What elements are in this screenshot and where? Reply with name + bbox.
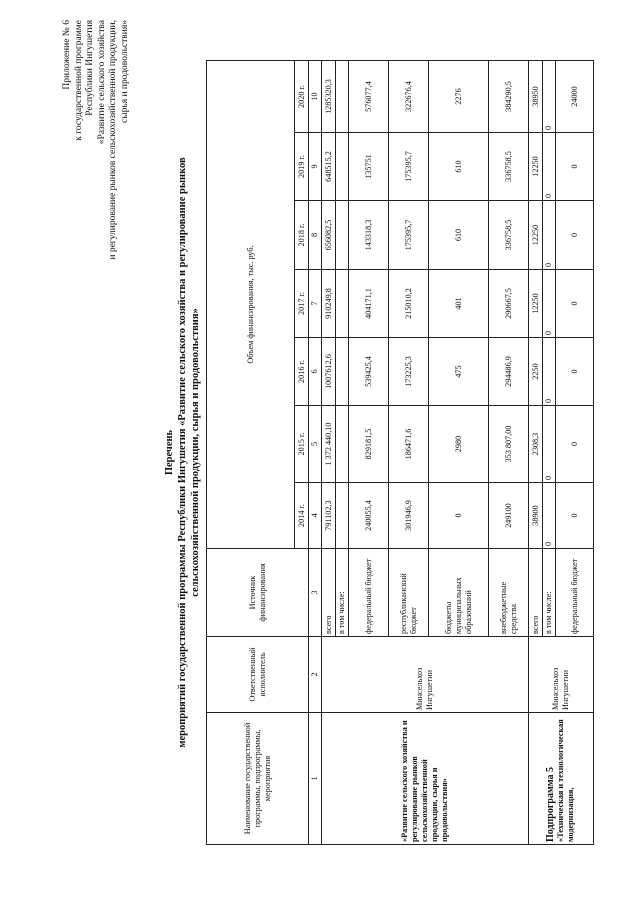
source-cell: республиканский бюджет: [389, 549, 429, 637]
appendix-line: сырья и продовольствия»: [119, 20, 130, 123]
value-cell: 0: [543, 338, 556, 406]
value-cell: 475: [429, 338, 489, 406]
value-cell: 336758,5: [489, 201, 529, 270]
source-cell: в том числе:: [543, 549, 556, 637]
document-subtitle-line: сельскохозяйственной продукции, сырья и продовольствия»: [190, 308, 201, 597]
subprogram-name: [529, 713, 594, 845]
value-cell: 539425,4: [349, 338, 389, 406]
value-cell: 215010,2: [389, 270, 429, 338]
value-cell: 0: [543, 201, 556, 270]
document-title: Перечень: [164, 429, 175, 476]
value-cell: 336758,5: [489, 133, 529, 201]
value-cell: 24000: [556, 61, 594, 133]
header-source: Источник финансирования: [207, 549, 309, 637]
value-cell: 353 807,00: [489, 406, 529, 483]
value-cell: 1 372 440,10: [322, 406, 336, 483]
value-cell: 294486,9: [489, 338, 529, 406]
column-number: 8: [309, 201, 322, 270]
subprogram-executor: Минсельхоз Ингушетии: [529, 637, 594, 713]
value-cell: [336, 406, 349, 483]
value-cell: 0: [543, 133, 556, 201]
subprogram-description: «Техническая и технологическая модернизация,: [556, 719, 575, 842]
value-cell: 791102,3: [322, 483, 336, 549]
value-cell: 0: [543, 406, 556, 483]
value-cell: 1285320,3: [322, 61, 336, 133]
appendix-line: Приложение № 6: [62, 20, 72, 90]
value-cell: 0: [429, 483, 489, 549]
source-cell: федеральный бюджет: [556, 549, 594, 637]
value-cell: 38950: [529, 61, 543, 133]
column-number: 3: [309, 549, 322, 637]
value-cell: 2308,3: [529, 406, 543, 483]
value-cell: 2980: [429, 406, 489, 483]
value-cell: 0: [556, 133, 594, 201]
column-number: 10: [309, 61, 322, 133]
value-cell: 0: [556, 483, 594, 549]
value-cell: 12250: [529, 201, 543, 270]
value-cell: [336, 61, 349, 133]
value-cell: 175395,7: [389, 201, 429, 270]
value-cell: 384290,5: [489, 61, 529, 133]
value-cell: 404171,1: [349, 270, 389, 338]
column-number: 6: [309, 338, 322, 406]
appendix-line: «Развитие сельского хозяйства: [96, 20, 107, 145]
source-cell: бюджеты муниципальных образований: [429, 549, 489, 637]
column-number: 7: [309, 270, 322, 338]
value-cell: 12250: [529, 270, 543, 338]
value-cell: 829181,5: [349, 406, 389, 483]
value-cell: 240055,4: [349, 483, 389, 549]
table-row: [322, 61, 336, 845]
value-cell: 301946,9: [389, 483, 429, 549]
column-number: 5: [309, 406, 322, 483]
header-year: 2017 г.: [295, 270, 309, 338]
value-cell: [336, 133, 349, 201]
header-year: 2014 г.: [295, 483, 309, 549]
document-heading: [163, 0, 202, 905]
value-cell: 322676,4: [389, 61, 429, 133]
header-name: Наименование государственной программы, подпрограммы, мероприятия: [207, 713, 309, 845]
appendix-line: к государственной программе: [73, 20, 84, 141]
source-cell: в том числе:: [336, 549, 349, 637]
value-cell: 656082,5: [322, 201, 336, 270]
value-cell: 143318,3: [349, 201, 389, 270]
value-cell: 0: [556, 270, 594, 338]
header-year: 2015 г.: [295, 406, 309, 483]
value-cell: 0: [556, 406, 594, 483]
header-year: 2016 г.: [295, 338, 309, 406]
column-number: 4: [309, 483, 322, 549]
header-executor: Ответственный исполнитель: [207, 637, 309, 713]
value-cell: 0: [543, 270, 556, 338]
source-cell: всего: [322, 549, 336, 637]
value-cell: 0: [543, 61, 556, 133]
value-cell: 910249,8: [322, 270, 336, 338]
header-year: 2018 г.: [295, 201, 309, 270]
value-cell: [336, 270, 349, 338]
value-cell: 610: [429, 133, 489, 201]
value-cell: 1007612,6: [322, 338, 336, 406]
source-cell: федеральный бюджет: [349, 549, 389, 637]
value-cell: 401: [429, 270, 489, 338]
program-name: «Развитие сельского хозяйства и регулирование рынков сельскохозяйственной продукции, сырья и продовольствия»: [322, 713, 529, 845]
value-cell: 648515,2: [322, 133, 336, 201]
header-year: 2019 г.: [295, 133, 309, 201]
column-number: 9: [309, 133, 322, 201]
financing-table: [206, 60, 594, 845]
column-number: 2: [309, 637, 322, 713]
value-cell: 576077,4: [349, 61, 389, 133]
value-cell: [336, 483, 349, 549]
value-cell: 2250: [529, 338, 543, 406]
source-cell: внебюджетные средства: [489, 549, 529, 637]
subprogram-title: Подпрограмма 5: [545, 766, 556, 842]
value-cell: 135751: [349, 133, 389, 201]
value-cell: 186471,6: [389, 406, 429, 483]
value-cell: 173225,3: [389, 338, 429, 406]
document-subtitle-line: мероприятий государственной программы Республики Ингушетия «Развитие сельского хозяйства и регулирование рынков: [177, 157, 188, 748]
column-number: 1: [309, 713, 322, 845]
value-cell: 249100: [489, 483, 529, 549]
program-executor: Минсельхоз Ингушетии: [322, 637, 529, 713]
value-cell: [336, 338, 349, 406]
appendix-line: и регулирование рынков сельскохозяйственной продукции,: [108, 20, 118, 260]
appendix-block: [62, 20, 131, 440]
appendix-line: Республики Ингушетия: [85, 20, 95, 116]
header-year: 2020 г.: [295, 61, 309, 133]
value-cell: 290667,5: [489, 270, 529, 338]
header-volume: Объем финансирования, тыс. руб.: [207, 61, 295, 549]
value-cell: [336, 201, 349, 270]
value-cell: 0: [556, 201, 594, 270]
value-cell: 175395,7: [389, 133, 429, 201]
value-cell: 38900: [529, 483, 543, 549]
table-row: [529, 61, 543, 845]
value-cell: 610: [429, 201, 489, 270]
value-cell: 12250: [529, 133, 543, 201]
value-cell: 0: [543, 483, 556, 549]
source-cell: всего: [529, 549, 543, 637]
value-cell: 0: [556, 338, 594, 406]
value-cell: 2276: [429, 61, 489, 133]
